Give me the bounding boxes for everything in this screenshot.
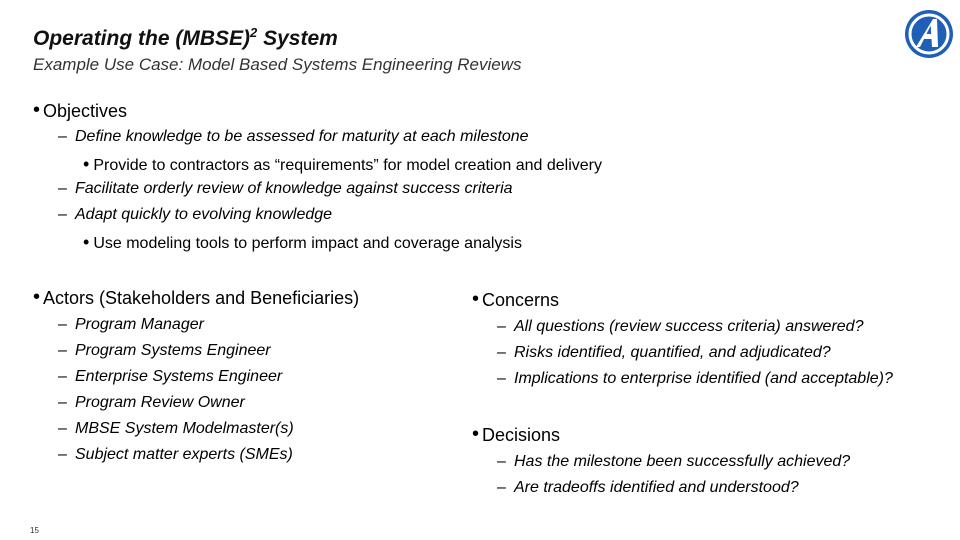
actor-item: – Enterprise Systems Engineer <box>58 368 283 385</box>
page-number: 15 <box>30 526 39 535</box>
objective-item: – Adapt quickly to evolving knowledge <box>58 206 333 223</box>
slide-title: Operating the (MBSE)$^2$ System <box>33 25 338 50</box>
logo-icon <box>903 8 955 60</box>
objective-item: – Define knowledge to be assessed for maturity at each milestone <box>58 128 529 145</box>
concern-item: – Implications to enterprise identified (and acceptable)? <box>497 370 893 387</box>
slide-subtitle: Example Use Case: Model Based Systems Engineering Reviews <box>33 55 522 74</box>
objective-item: – Facilitate orderly review of knowledge against success criteria <box>58 180 513 197</box>
objectives-heading: • Objectives <box>33 99 128 121</box>
actor-item: – Program Manager <box>58 316 204 333</box>
actor-item: – Subject matter experts (SMEs) <box>58 446 293 463</box>
decision-item: – Has the milestone been successfully achieved? <box>497 453 851 470</box>
concern-item: – All questions (review success criteria) answered? <box>497 318 864 335</box>
decisions-heading: • Decisions <box>472 423 561 445</box>
actors-heading: • Actors (Stakeholders and Beneficiaries) <box>33 286 360 308</box>
objective-subitem: • Provide to contractors as “requirements” for model creation and delivery <box>83 154 602 174</box>
concerns-heading: • Concerns <box>472 288 560 310</box>
concern-item: – Risks identified, quantified, and adjudicated? <box>497 344 831 361</box>
actor-item: – Program Review Owner <box>58 394 245 411</box>
actor-item: – MBSE System Modelmaster(s) <box>58 420 294 437</box>
decision-item: – Are tradeoffs identified and understood? <box>497 479 799 496</box>
actor-item: – Program Systems Engineer <box>58 342 271 359</box>
objective-subitem: • Use modeling tools to perform impact and coverage analysis <box>83 232 522 252</box>
